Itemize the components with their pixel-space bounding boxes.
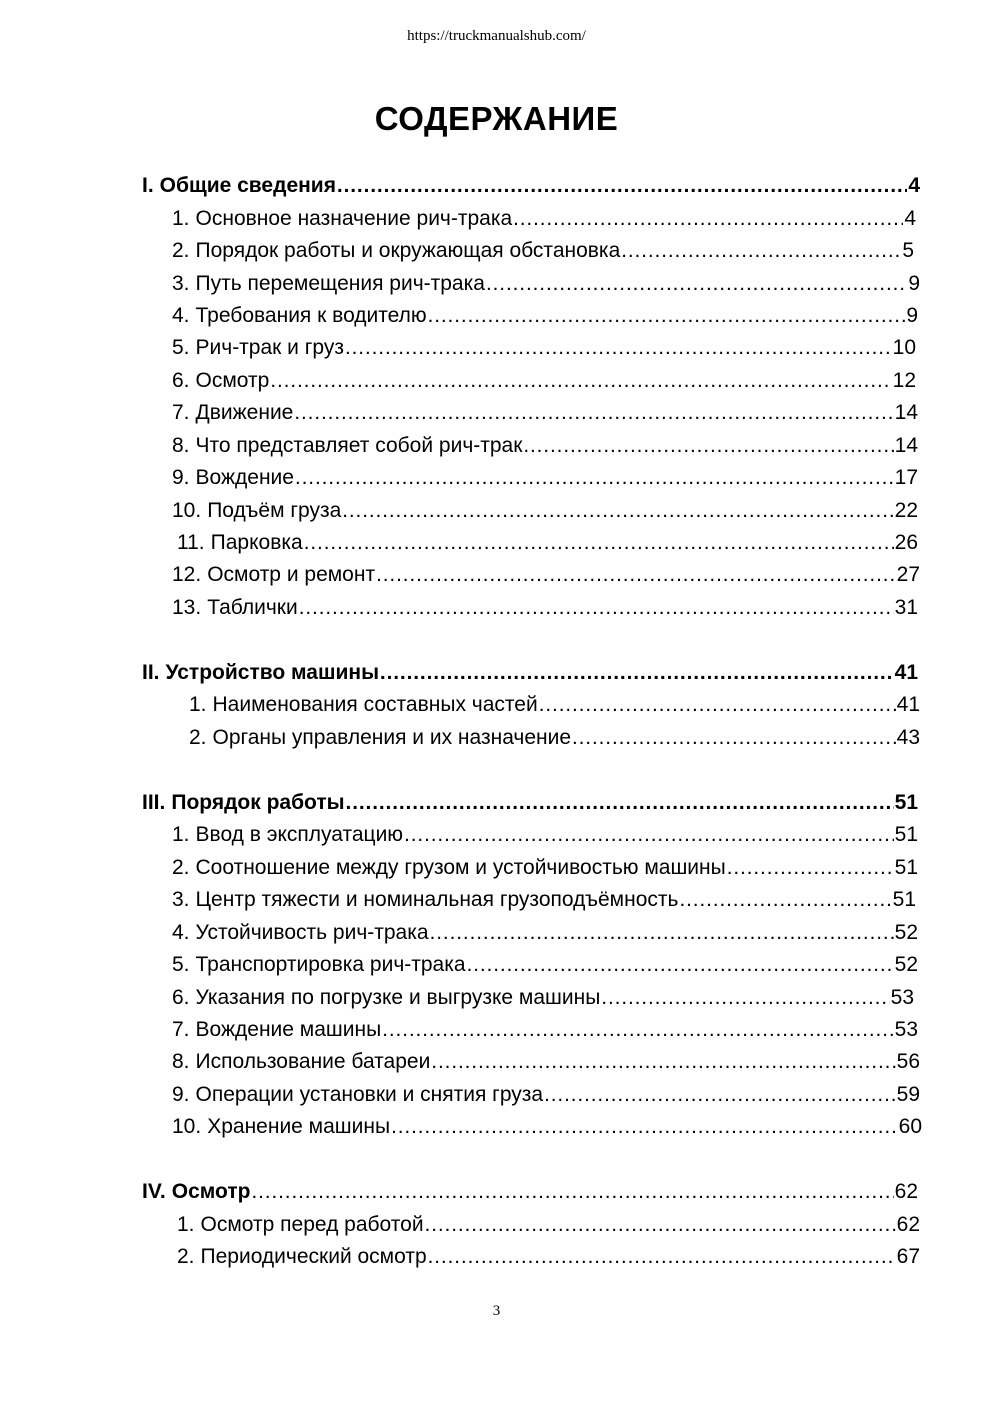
toc-item-number: 4. — [172, 304, 190, 327]
toc-section-3 — [142, 788, 918, 818]
dot-leader — [600, 983, 889, 1013]
toc-item — [172, 431, 918, 461]
toc-item — [172, 398, 918, 428]
dot-leader — [375, 560, 896, 590]
toc-item-number: 4. — [172, 921, 190, 944]
toc-item — [172, 1047, 920, 1077]
toc-page-number: 41 — [894, 661, 918, 684]
toc-item — [172, 496, 918, 526]
toc-item — [172, 301, 918, 331]
dot-leader — [341, 496, 893, 526]
toc-item-number: 13. — [172, 596, 202, 619]
dot-leader — [390, 1112, 898, 1142]
toc-item-title: Требования к водителю — [195, 304, 427, 327]
toc-item-number: 7. — [172, 401, 190, 424]
dot-leader — [269, 366, 891, 396]
toc-page-number: 53 — [890, 986, 914, 1009]
toc-item — [172, 1015, 918, 1045]
toc-section-number: III. — [142, 791, 166, 814]
toc-item-title: Периодический осмотр — [200, 1245, 427, 1268]
toc-page-number: 9 — [906, 304, 918, 327]
toc-item-title: Центр тяжести и номинальная грузоподъёмность — [195, 888, 679, 911]
toc-item — [172, 918, 918, 948]
toc-item — [177, 1242, 920, 1272]
toc-item-title: Вождение машины — [195, 1018, 382, 1041]
dot-leader — [424, 1210, 896, 1240]
toc-item-number: 10. — [172, 499, 202, 522]
dot-leader — [538, 690, 896, 720]
dot-leader — [303, 528, 894, 558]
toc-item — [172, 820, 918, 850]
dot-leader — [298, 593, 894, 623]
toc-item-number: 2. — [172, 856, 190, 879]
toc-item-title: Соотношение между грузом и устойчивостью машины — [195, 856, 726, 879]
toc-page-number: 4 — [904, 207, 916, 230]
toc-page-number: 5 — [902, 239, 914, 262]
dot-leader — [293, 398, 893, 428]
toc-page-number: 26 — [894, 531, 918, 554]
toc-item-number: 5. — [172, 953, 190, 976]
dot-leader — [294, 463, 894, 493]
dot-leader — [726, 853, 894, 883]
toc-page-number: 60 — [898, 1115, 922, 1138]
dot-leader — [485, 269, 907, 299]
toc-section-title: Осмотр — [171, 1180, 251, 1203]
toc-item-title: Движение — [195, 401, 294, 424]
toc-item-number: 2. — [172, 239, 190, 262]
toc-page-number: 62 — [894, 1180, 918, 1203]
dot-leader — [427, 301, 906, 331]
toc-section-number: IV. — [142, 1180, 166, 1203]
toc-page-number: 51 — [894, 823, 918, 846]
toc-section-title: Порядок работы — [171, 791, 345, 814]
toc-item-number: 3. — [172, 888, 190, 911]
toc-section-4 — [142, 1177, 918, 1207]
toc-item-title: Рич-трак и груз — [195, 336, 344, 359]
page-title: СОДЕРЖАНИЕ — [374, 100, 619, 137]
toc-item-title: Устойчивость рич-трака — [195, 921, 429, 944]
toc-item-number: 7. — [172, 1018, 190, 1041]
toc-item-number: 6. — [172, 986, 190, 1009]
toc-item — [172, 983, 914, 1013]
toc-item-number: 8. — [172, 1050, 190, 1073]
toc-item — [172, 204, 916, 234]
toc-item-number: 8. — [172, 434, 190, 457]
toc-item-number: 9. — [172, 1083, 190, 1106]
toc-item — [177, 1210, 920, 1240]
toc-item-number: 1. — [172, 207, 190, 230]
toc-item-title: Осмотр перед работой — [200, 1213, 424, 1236]
toc-page-number: 9 — [908, 272, 920, 295]
toc-page-number: 22 — [894, 499, 918, 522]
toc-item — [189, 690, 920, 720]
toc-item-title: Указания по погрузке и выгрузке машины — [195, 986, 601, 1009]
toc-item-number: 12. — [172, 563, 202, 586]
toc-page-number: 59 — [896, 1083, 920, 1106]
dot-leader — [512, 204, 903, 234]
dot-leader — [466, 950, 894, 980]
toc-item — [172, 1112, 922, 1142]
dot-leader — [571, 723, 896, 753]
dot-leader — [543, 1080, 896, 1110]
toc-item-title: Порядок работы и окружающая обстановка — [195, 239, 621, 262]
toc-item-number: 10. — [172, 1115, 202, 1138]
toc-item-title: Осмотр — [195, 369, 270, 392]
toc-item-title: Основное назначение рич-трака — [195, 207, 513, 230]
toc-section-title: Устройство машины — [165, 661, 380, 684]
toc-section-number: I. — [142, 174, 154, 197]
toc-section-title: Общие сведения — [159, 174, 336, 197]
toc-item — [172, 885, 916, 915]
toc-page-number: 17 — [894, 466, 918, 489]
toc-page-number: 10 — [892, 336, 916, 359]
toc-item-title: Операции установки и снятия груза — [195, 1083, 544, 1106]
dot-leader — [379, 658, 894, 688]
toc-item-number: 6. — [172, 369, 190, 392]
dot-leader — [427, 1242, 896, 1272]
toc-item — [189, 723, 920, 753]
toc-page-number: 52 — [894, 953, 918, 976]
toc-item-number: 9. — [172, 466, 190, 489]
toc-item-title: Таблички — [207, 596, 298, 619]
toc-item — [172, 950, 918, 980]
toc-page-number: 62 — [896, 1213, 920, 1236]
toc-page-number: 31 — [894, 596, 918, 619]
toc-item — [172, 463, 918, 493]
dot-leader — [381, 1015, 893, 1045]
toc-page-number: 43 — [896, 726, 920, 749]
toc-item-number: 2. — [189, 726, 207, 749]
toc-item — [177, 528, 918, 558]
header-url: https://truckmanualshub.com/ — [407, 28, 586, 44]
toc-item — [172, 1080, 920, 1110]
toc-item-title: Органы управления и их назначение — [212, 726, 572, 749]
toc-page-number: 27 — [896, 563, 920, 586]
toc-section-number: II. — [142, 661, 160, 684]
toc-item — [172, 333, 916, 363]
toc-item — [172, 560, 920, 590]
page-number: 3 — [492, 1303, 501, 1319]
dot-leader — [344, 333, 892, 363]
toc-item-title: Вождение — [195, 466, 294, 489]
toc-section-1 — [142, 171, 920, 201]
toc-item-title: Парковка — [210, 531, 303, 554]
toc-item-title: Что представляет собой рич-трак — [195, 434, 523, 457]
toc-page-number: 52 — [894, 921, 918, 944]
toc-item-title: Подъём груза — [207, 499, 342, 522]
toc-item-number: 2. — [177, 1245, 195, 1268]
toc-item — [172, 269, 920, 299]
toc-page-number: 56 — [896, 1050, 920, 1073]
toc-item-title: Наименования составных частей — [212, 693, 538, 716]
toc-item-title: Путь перемещения рич-трака — [195, 272, 485, 295]
toc-page-number: 51 — [894, 791, 918, 814]
toc-item-title: Хранение машины — [207, 1115, 391, 1138]
toc-item-title: Транспортировка рич-трака — [195, 953, 466, 976]
toc-item-title: Осмотр и ремонт — [207, 563, 376, 586]
dot-leader — [250, 1177, 893, 1207]
toc-item-number: 1. — [172, 823, 190, 846]
dot-leader — [429, 918, 894, 948]
toc-item — [172, 853, 918, 883]
toc-item-title: Ввод в эксплуатацию — [195, 823, 404, 846]
toc-section-2 — [142, 658, 918, 688]
toc-item-title: Использование батареи — [195, 1050, 431, 1073]
toc-page-number: 14 — [894, 434, 918, 457]
toc-page-number: 51 — [892, 888, 916, 911]
dot-leader — [336, 171, 907, 201]
toc-page-number: 14 — [894, 401, 918, 424]
toc-page-number: 4 — [908, 174, 920, 197]
dot-leader — [620, 236, 901, 266]
toc-page-number: 41 — [896, 693, 920, 716]
toc-item — [172, 236, 914, 266]
toc-page-number: 51 — [894, 856, 918, 879]
toc-page-number: 53 — [894, 1018, 918, 1041]
dot-leader — [678, 885, 891, 915]
toc-item — [172, 593, 918, 623]
dot-leader — [345, 788, 894, 818]
toc-item — [172, 366, 916, 396]
toc-item-number: 1. — [177, 1213, 195, 1236]
toc-item-number: 1. — [189, 693, 207, 716]
toc-item-number: 3. — [172, 272, 190, 295]
toc-page-number: 67 — [896, 1245, 920, 1268]
toc-item-number: 11. — [177, 531, 205, 554]
toc-item-number: 5. — [172, 336, 190, 359]
dot-leader — [522, 431, 893, 461]
dot-leader — [430, 1047, 895, 1077]
toc-page-number: 12 — [892, 369, 916, 392]
dot-leader — [403, 820, 894, 850]
